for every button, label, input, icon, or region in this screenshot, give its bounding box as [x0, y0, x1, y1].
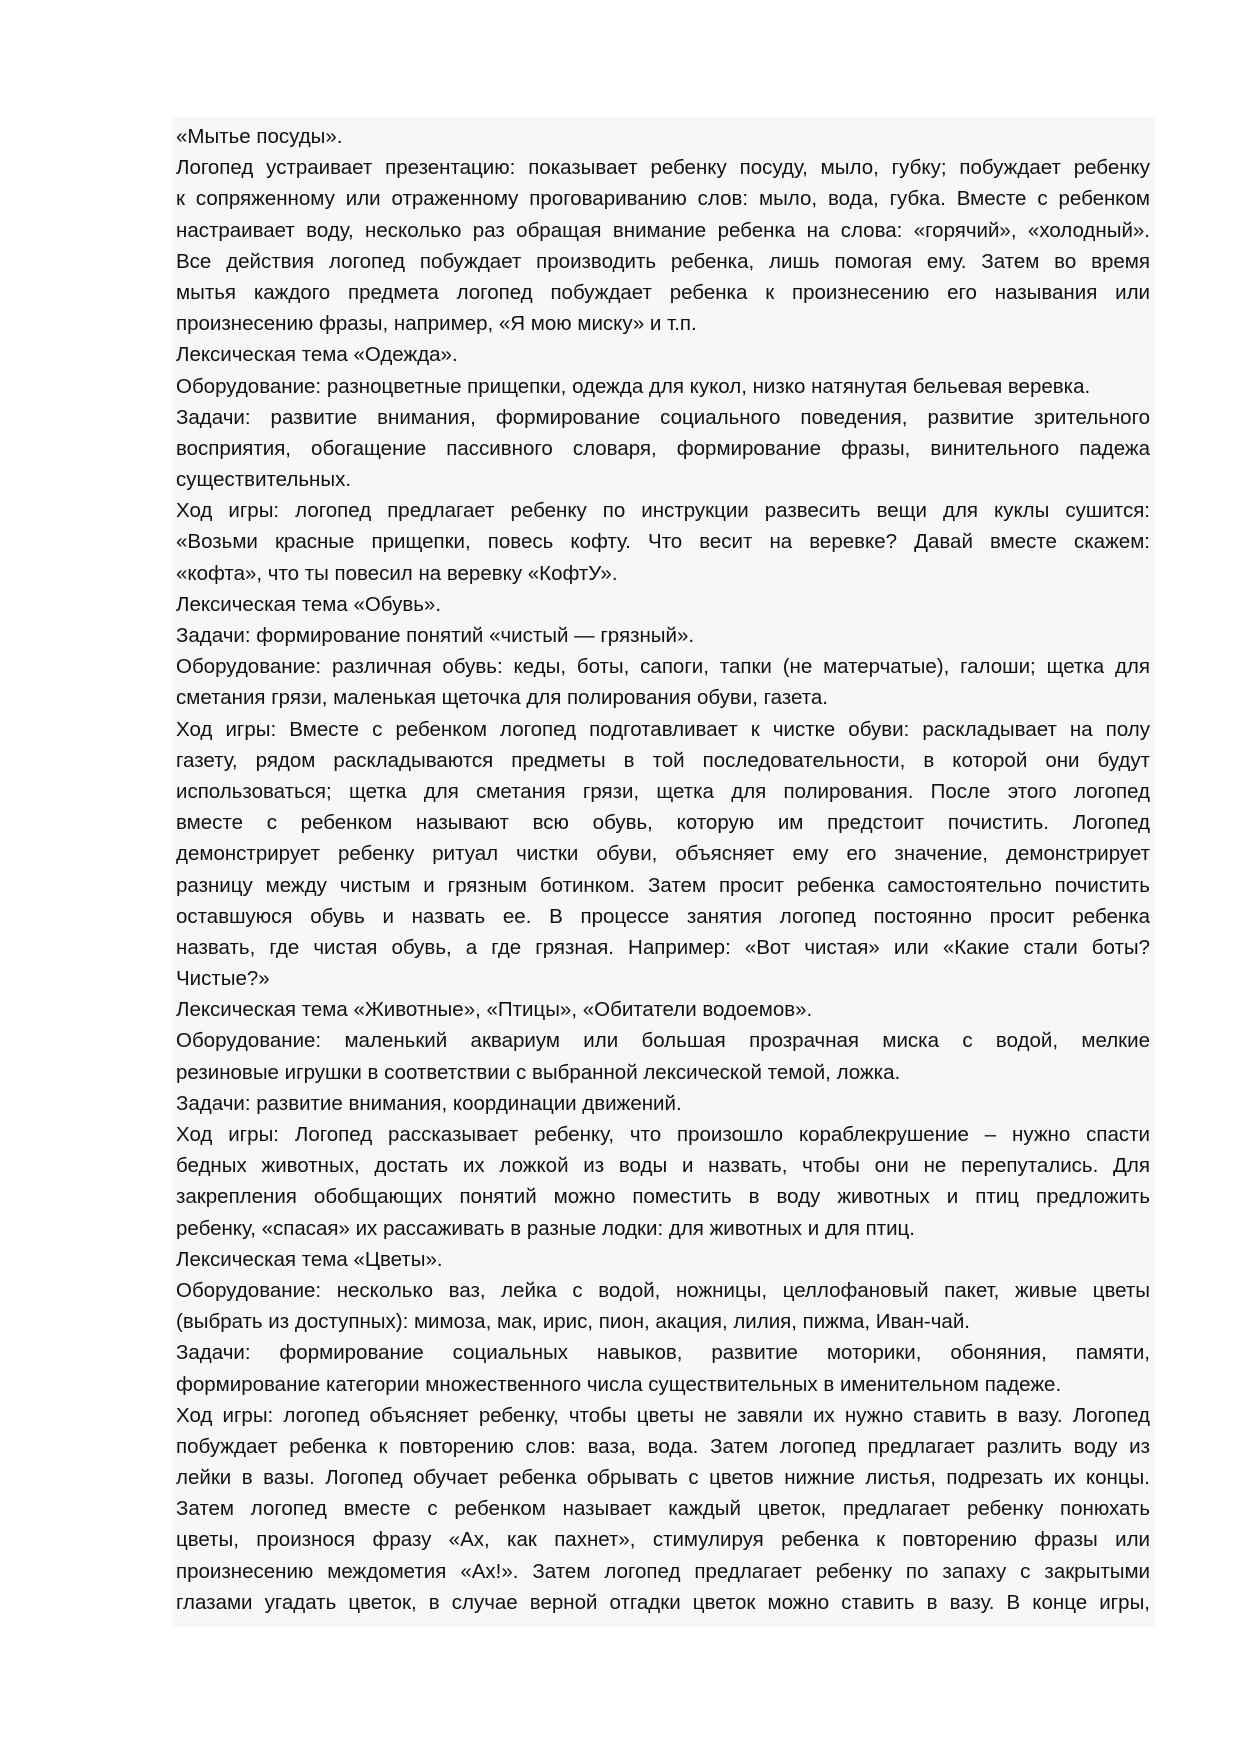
text-line: лейки в вазы. Логопед обучает ребенка обрывать с цветов нижние листья, подрезать их концы. — [176, 1466, 1150, 1490]
text-line: Задачи: формирование социальных навыков, развитие моторики, обоняния, памяти, — [176, 1341, 1150, 1365]
text-line: к сопряженному или отраженному проговариванию слов: мыло, вода, губка. Вместе с ребенком — [176, 187, 1150, 211]
text-line: закрепления обобщающих понятий можно поместить в воду животных и птиц предложить — [176, 1185, 1150, 1209]
text-line: Лексическая тема «Обувь». — [176, 592, 442, 616]
text-line: Лексическая тема «Животные», «Птицы», «Обитатели водоемов». — [176, 998, 813, 1022]
text-line: «Мытье посуды». — [176, 125, 343, 148]
paragraph — [176, 1400, 1150, 1618]
text-line: газету, рядом раскладываются предметы в той последовательности, в которой они будут — [176, 748, 1150, 772]
text-line: демонстрирует ребенку ритуал чистки обуви, объясняет ему его значение, демонстрирует — [176, 842, 1150, 866]
text-line: вместе с ребенком называют всю обувь, которую им предстоит почистить. Логопед — [176, 811, 1150, 835]
text-line: назвать, где чистая обувь, а где грязная. Например: «Вот чистая» или «Какие стали боты? — [176, 935, 1150, 959]
text-line: Лексическая тема «Цветы». — [176, 1247, 443, 1271]
paragraph — [176, 620, 1150, 651]
text-line: настраивает воду, несколько раз обращая внимание ребенка на слова: «горячий», «холодный». — [176, 218, 1150, 242]
text-line: «кофта», что ты повесил на веревку «КофтУ». — [176, 561, 618, 585]
paragraph — [176, 1337, 1150, 1399]
text-line: (выбрать из доступных): мимоза, мак, ирис, пион, акация, лилия, пижма, Иван-чай. — [176, 1310, 970, 1334]
document-text — [176, 121, 1150, 1618]
text-line: цветы, произнося фразу «Ах, как пахнет», стимулируя ребенка к повторению фразы или — [176, 1528, 1150, 1552]
paragraph — [176, 589, 1150, 620]
paragraph — [176, 994, 1150, 1025]
text-line: Чистые?» — [176, 967, 270, 991]
text-line: Затем логопед вместе с ребенком называет каждый цветок, предлагает ребенку понюхать — [176, 1497, 1150, 1521]
paragraph — [176, 121, 1150, 152]
text-line: бедных животных, достать их ложкой из воды и назвать, чтобы они не перепутались. Для — [176, 1154, 1150, 1178]
paragraph — [176, 1025, 1150, 1087]
text-line: Ход игры: Логопед рассказывает ребенку, что произошло кораблекрушение – нужно спасти — [176, 1123, 1150, 1146]
paragraph — [176, 152, 1150, 339]
paragraph — [176, 1244, 1150, 1275]
paragraph — [176, 1275, 1150, 1337]
paragraph — [176, 651, 1150, 713]
text-line: разницу между чистым и грязным ботинком. Затем просит ребенка самостоятельно почистить — [176, 873, 1150, 897]
text-line: использоваться; щетка для сметания грязи, щетка для полирования. После этого логопед — [176, 779, 1150, 803]
text-line: Задачи: развитие внимания, формирование социального поведения, развитие зрительного — [176, 405, 1150, 429]
text-line: побуждает ребенка к повторению слов: ваза, вода. Затем логопед предлагает разлить воду из — [176, 1434, 1150, 1458]
text-line: «Возьми красные прищепки, повесь кофту. Что весит на веревке? Давай вместе скажем: — [176, 530, 1150, 554]
text-line: Оборудование: маленький аквариум или большая прозрачная миска с водой, мелкие — [176, 1029, 1150, 1053]
paragraph — [176, 495, 1150, 589]
text-line: Ход игры: логопед объясняет ребенку, чтобы цветы не завяли их нужно ставить в вазу. Логопед — [176, 1403, 1150, 1427]
text-line: Логопед устраивает презентацию: показывает ребенку посуду, мыло, губку; побуждает ребенку — [176, 156, 1150, 180]
text-line: глазами угадать цветок, в случае верной отгадки цветок можно ставить в вазу. В конце игры, — [176, 1590, 1150, 1614]
text-line: оставшуюся обувь и назвать ее. В процессе занятия логопед постоянно просит ребенка — [176, 904, 1150, 928]
paragraph — [176, 402, 1150, 496]
paragraph — [176, 1119, 1150, 1244]
text-line: Все действия логопед побуждает производить ребенка, лишь помогая ему. Затем во время — [176, 249, 1150, 273]
paragraph — [176, 339, 1150, 370]
paragraph — [176, 371, 1150, 402]
text-line: существительных. — [176, 468, 352, 492]
text-line: восприятия, обогащение пассивного словаря, формирование фразы, винительного падежа — [176, 436, 1150, 460]
text-line: ребенку, «спасая» их рассаживать в разные лодки: для животных и для птиц. — [176, 1216, 915, 1240]
text-line: Оборудование: различная обувь: кеды, боты, сапоги, тапки (не матерчатые), галоши; щетка для — [176, 655, 1150, 679]
text-line: сметания грязи, маленькая щеточка для полирования обуви, газета. — [176, 686, 828, 710]
paragraph — [176, 1088, 1150, 1119]
text-line: мытья каждого предмета логопед побуждает ребенка к произнесению его называния или — [176, 280, 1150, 304]
text-line: Оборудование: разноцветные прищепки, одежда для кукол, низко натянутая бельевая веревка. — [176, 374, 1091, 398]
text-line: Задачи: формирование понятий «чистый — грязный». — [176, 624, 695, 647]
text-line: Лексическая тема «Одежда». — [176, 343, 458, 367]
text-line: Ход игры: Вместе с ребенком логопед подготавливает к чистке обуви: раскладывает на полу — [176, 717, 1150, 741]
text-line: резиновые игрушки в соответствии с выбранной лексической темой, ложка. — [176, 1060, 901, 1084]
text-line: произнесению фразы, например, «Я мою миску» и т.п. — [176, 312, 697, 336]
text-line: Оборудование: несколько ваз, лейка с водой, ножницы, целлофановый пакет, живые цветы — [176, 1278, 1150, 1302]
text-line: Ход игры: логопед предлагает ребенку по инструкции развесить вещи для куклы сушится: — [176, 499, 1150, 523]
text-line: формирование категории множественного числа существительных в именительном падеже. — [176, 1372, 1062, 1396]
text-line: произнесению междометия «Ах!». Затем логопед предлагает ребенку по запаху с закрытыми — [176, 1559, 1150, 1583]
paragraph — [176, 714, 1150, 995]
text-line: Задачи: развитие внимания, координации движений. — [176, 1091, 682, 1115]
